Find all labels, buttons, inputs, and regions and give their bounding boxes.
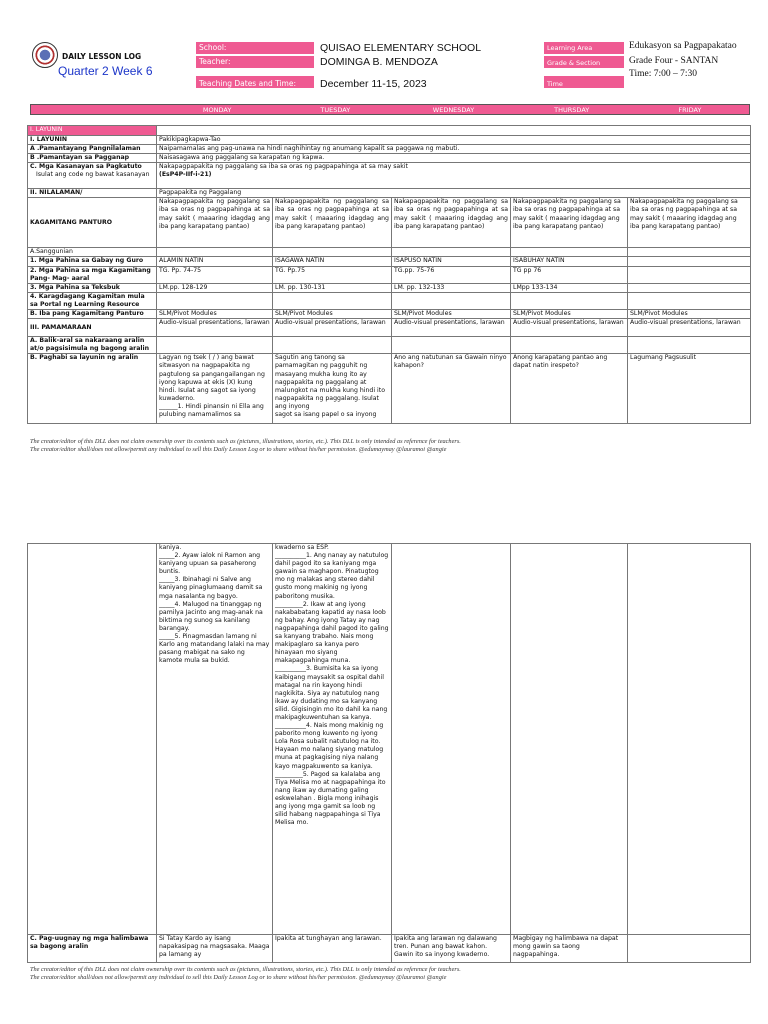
balik-aral-label: A. Balik-aral sa nakaraang aralin at/o pagsisimula ng bagong aralin [28, 337, 157, 354]
layunin-label: I. LAYUNIN [28, 136, 157, 145]
av-thursday: Audio-visual presentations, larawan [511, 319, 628, 337]
grade-label: Grade & Section [544, 56, 624, 68]
footer-line-1: The creator/editor of this DLL does not claim ownership over its contents such as (pictures, illustrations, stories, etc.). This DLL is only intended as reference for teachers. [30, 438, 461, 445]
iba-tuesday: SLM/Pivot Modules [273, 310, 392, 319]
kasanayan-sub: Isulat ang code ng bawat kasanayan [36, 171, 150, 179]
area-label: Learning Area [544, 42, 624, 54]
iba-wednesday: SLM/Pivot Modules [392, 310, 511, 319]
kagamitan-thursday: Nakapagpapakita ng paggalang sa iba sa oras ng pagpapahinga at sa may sakit ( maaaring idagdag ang iba pang karapatang pantao) [511, 198, 628, 248]
day-friday: FRIDAY [678, 106, 702, 114]
day-thursday: THURSDAY [554, 106, 590, 114]
kasanayan-label: C. Mga Kasanayan sa Pagkatuto [30, 163, 142, 171]
school-label: School: [196, 42, 314, 54]
paghabi-label: B. Paghabi sa layunin ng aralin [28, 354, 157, 424]
av-wednesday: Audio-visual presentations, larawan [392, 319, 511, 337]
footer-line-1-page2: The creator/editor of this DLL does not claim ownership over its contents such as (pictures, illustrations, stories, etc.). This DLL is only intended as reference for teachers. [30, 966, 461, 973]
kagamitan-monday: Nakapagpapakita ng paggalang sa iba sa oras ng pagpapahinga at sa may sakit ( maaaring idagdag ang iba pang karapatang pantao) [157, 198, 273, 248]
dates-value: December 11-15, 2023 [320, 78, 427, 90]
kag-tuesday: TG. Pp.75 [273, 266, 392, 283]
av-tuesday: Audio-visual presentations, larawan [273, 319, 392, 337]
pamantayan-pagganap-label: B .Pamantayan sa Pagganap [28, 154, 157, 163]
kagamitan-tuesday: Nakapagpapakita ng paggalang sa iba sa oras ng pagpapahinga at sa may sakit ( maaaring idagdag ang iba pang karapatang pantao) [273, 198, 392, 248]
kagamitang-mag-aaral-label: 2. Mga Pahina sa mga Kagamitang Pang- Mag- aaral [28, 266, 157, 283]
kagamitan-label: KAGAMITANG PANTURO [28, 198, 157, 248]
nilalaman-label: II. NILALAMAN/ [28, 189, 157, 198]
paghabi-tuesday-continued: kwaderno sa ESP. __________1. Ang nanay ay natutulog dahil pagod ito sa kaniyang mga gawain sa maghapon. Pinatugtog mo ng malakas ang stereo dahil gusto mong makinig ng iyong paboritong musika. _________2. Ikaw at ang iyong nakababatang kapatid ay nasa loob ng bahay. Ang iyong Tatay ay nag nagpapahinga dahil pagod ito galing sa kanyang trabaho. Nais mong makipaglaro sa kanya pero hinayaan mo siyang makapagpahinga muna. __________3. Bumisita ka sa iyong kaibigang maysakit sa ospital dahil matagal na rin kayong hindi nagkikita. Siya ay natutulog nang ikaw ay dudating mo sa kanyang silid. Gigisingin mo ito dahil ka nang makipagkuwentuhan sa kanya. __________4. Nais mong makinig ng paborito mong kuwento ng iyong Lola Rosa subalit natutulog na ito. Hayaan mo nalang siyang matulog muna at pagkagising niya nalang kayo magpakuwento sa kaniya. _________5. Pagod sa kalalaba ang Tiya Melisa mo at nagpapahinga ito nang ikaw ay dumating galing eskwelahan . Bigla mong inihagis ang iyong mga gamit sa loob ng silid habang nagpapahinga si Tiya Melisa mo. [273, 544, 392, 935]
kagamitan-wednesday: Nakapagpapakita ng paggalang sa iba sa oras ng pagpapahinga at sa may sakit ( maaaring idagdag ang iba pang karapatang pantao) [392, 198, 511, 248]
day-wednesday: WEDNESDAY [432, 106, 475, 114]
teacher-label: Teacher: [196, 56, 314, 68]
day-header-blank [31, 105, 158, 114]
teks-wednesday: LM. pp. 132-133 [392, 283, 511, 292]
area-value: Edukasyon sa Pagpapakatao [629, 41, 737, 51]
pamamaraan-label: III. PAMAMARAAN [28, 319, 157, 337]
karagdagan-label: 4. Karagdagang Kagamitan mula sa Portal ng Learning Resource [28, 292, 157, 309]
lesson-log-table-continued [27, 543, 751, 963]
teksbuk-label: 3. Mga Pahina sa Teksbuk [28, 283, 157, 292]
teks-monday: LM.pp. 128-129 [157, 283, 273, 292]
lesson-log-table [27, 125, 751, 424]
pag-uugnay-thursday: Magbigay ng halimbawa na dapat mong gawin sa taong nagpapahinga. [511, 935, 628, 963]
pamantayan-pagganap-value: Naisasagawa ang paggalang sa karapatan ng kapwa. [157, 154, 751, 163]
grade-value: Grade Four - SANTAN [629, 56, 719, 66]
layunin-value: Pakikipagkapwa-Tao [157, 136, 751, 145]
footer-line-2-page2: The creator/editor shall/does not allow/permit any individual to sell this Daily Lesson Log or to share without his/her permission. @edumaymay @lauramoi @angie [30, 974, 447, 981]
time-value: Time: 7:00 – 7:30 [629, 69, 698, 79]
day-monday: MONDAY [202, 106, 232, 114]
paghabi-thursday: Anong karapatang pantao ang dapat natin irespeto? [511, 354, 628, 424]
paghabi-monday-continued: kaniya. _____2. Ayaw ialok ni Ramon ang kaniyang upuan sa pasaherong buntis. _____3. Ibinahagi ni Salve ang kaniyang pinaglumaang damit sa mga nasalanta ng bagyo. _____4. Malugod na tinanggap ng pamilya Jacinto ang mag-anak na biktima ng sunog sa kanilang barangay. _____5. Pinagmasdan lamang ni Karlo ang matandang lalaki na may pasang mabigat na sako ng kamote mula sa bukid. [157, 544, 273, 935]
dll-label: DAILY LESSON LOG [62, 52, 142, 61]
footer-line-2: The creator/editor shall/does not allow/permit any individual to sell this Daily Lesson Log or to share without his/her permission. @edumaymay @lauramoi @angie [30, 446, 447, 453]
deped-seal-icon [32, 42, 58, 68]
day-header-bar [30, 104, 750, 115]
iba-thursday: SLM/Pivot Modules [511, 310, 628, 319]
gabay-label: 1. Mga Pahina sa Gabay ng Guro [28, 257, 157, 266]
footer-note-1 [30, 438, 750, 454]
gabay-monday: ALAMIN NATIN [157, 257, 273, 266]
school-value: QUISAO ELEMENTARY SCHOOL [320, 42, 482, 54]
layunin-header: I. LAYUNIN [28, 126, 157, 136]
pag-uugnay-label: C. Pag-uugnay ng mga halimbawa sa bagong aralin [28, 935, 157, 963]
pamantayan-pangnilalaman-label: A .Pamantayang Pangnilalaman [28, 145, 157, 154]
pag-uugnay-tuesday: Ipakita at tunghayan ang larawan. [273, 935, 392, 963]
iba-friday: SLM/Pivot Modules [628, 310, 751, 319]
teks-tuesday: LM. pp. 130-131 [273, 283, 392, 292]
footer-note-2 [30, 966, 750, 982]
pag-uugnay-monday: Si Tatay Kardo ay isang napakasipag na magsasaka. Maaga pa lamang ay [157, 935, 273, 963]
kag-thursday: TG pp 76 [511, 266, 628, 283]
gabay-thursday: ISABUHAY NATIN [511, 257, 628, 266]
kag-monday: TG. Pp. 74-75 [157, 266, 273, 283]
day-tuesday: TUESDAY [320, 106, 351, 114]
teacher-value: DOMINGA B. MENDOZA [320, 56, 438, 68]
dates-label: Teaching Dates and Time: [196, 76, 314, 88]
paghabi-friday: Lagumang Pagsusulit [628, 354, 751, 424]
iba-label: B. Iba pang Kagamitang Panturo [28, 310, 157, 319]
gabay-tuesday: ISAGAWA NATIN [273, 257, 392, 266]
av-friday: Audio-visual presentations, larawan [628, 319, 751, 337]
av-monday: Audio-visual presentations, larawan [157, 319, 273, 337]
pamantayan-pangnilalaman-value: Naipamamalas ang pag-unawa na hindi naghihintay ng anumang kapalit sa paggawa ng mabuti. [157, 145, 751, 154]
teks-thursday: LMpp 133-134 [511, 283, 628, 292]
kagamitan-friday: Nakapagpapakita ng paggalang sa iba sa oras ng pagpapahinga at sa may sakit ( maaaring idagdag ang iba pang karapatang pantao) [628, 198, 751, 248]
sanggunian-label: A.Sanggunian [28, 248, 157, 257]
time-label: Time [544, 76, 624, 88]
kag-wednesday: TG.pp. 75-76 [392, 266, 511, 283]
paghabi-tuesday: Sagutin ang tanong sa pamamagitan ng pagguhit ng masayang mukha kung ito ay nagpapakita ng paggalang at malungkot na mukha kung hindi ito nagpapakita ng paggalang. Isulat ang inyong sagot sa isang papel o sa inyong [275, 354, 385, 418]
paghabi-wednesday: Ano ang natutunan sa Gawain ninyo kahapon? [392, 354, 511, 424]
gabay-wednesday: ISAPUSO NATIN [392, 257, 511, 266]
nilalaman-value: Pagpapakita ng Paggalang [157, 189, 751, 198]
paghabi-monday: Lagyan ng tsek ( / ) ang bawat sitwasyon na nagpapakita ng pagtulong sa pangangailangan ng iyong kapuwa at ekis (X) kung hindi. Isulat ang sagot sa iyong kuwaderno. ______1. Hindi pinansin ni Ella ang pulubing namamalimos sa [159, 354, 265, 418]
iba-monday: SLM/Pivot Modules [157, 310, 273, 319]
quarter-week-title: Quarter 2 Week 6 [58, 64, 153, 78]
pag-uugnay-wednesday: Ipakita ang larawan ng dalawang tren. Punan ang bawat kahon. Gawin ito sa inyong kwaderno. [392, 935, 511, 963]
kasanayan-code: (EsP4P-IIf-i-21) [159, 171, 212, 179]
kasanayan-value: Nakapagpapakita ng paggalang sa iba sa oras ng pagpapahinga at sa may sakit [159, 163, 408, 171]
